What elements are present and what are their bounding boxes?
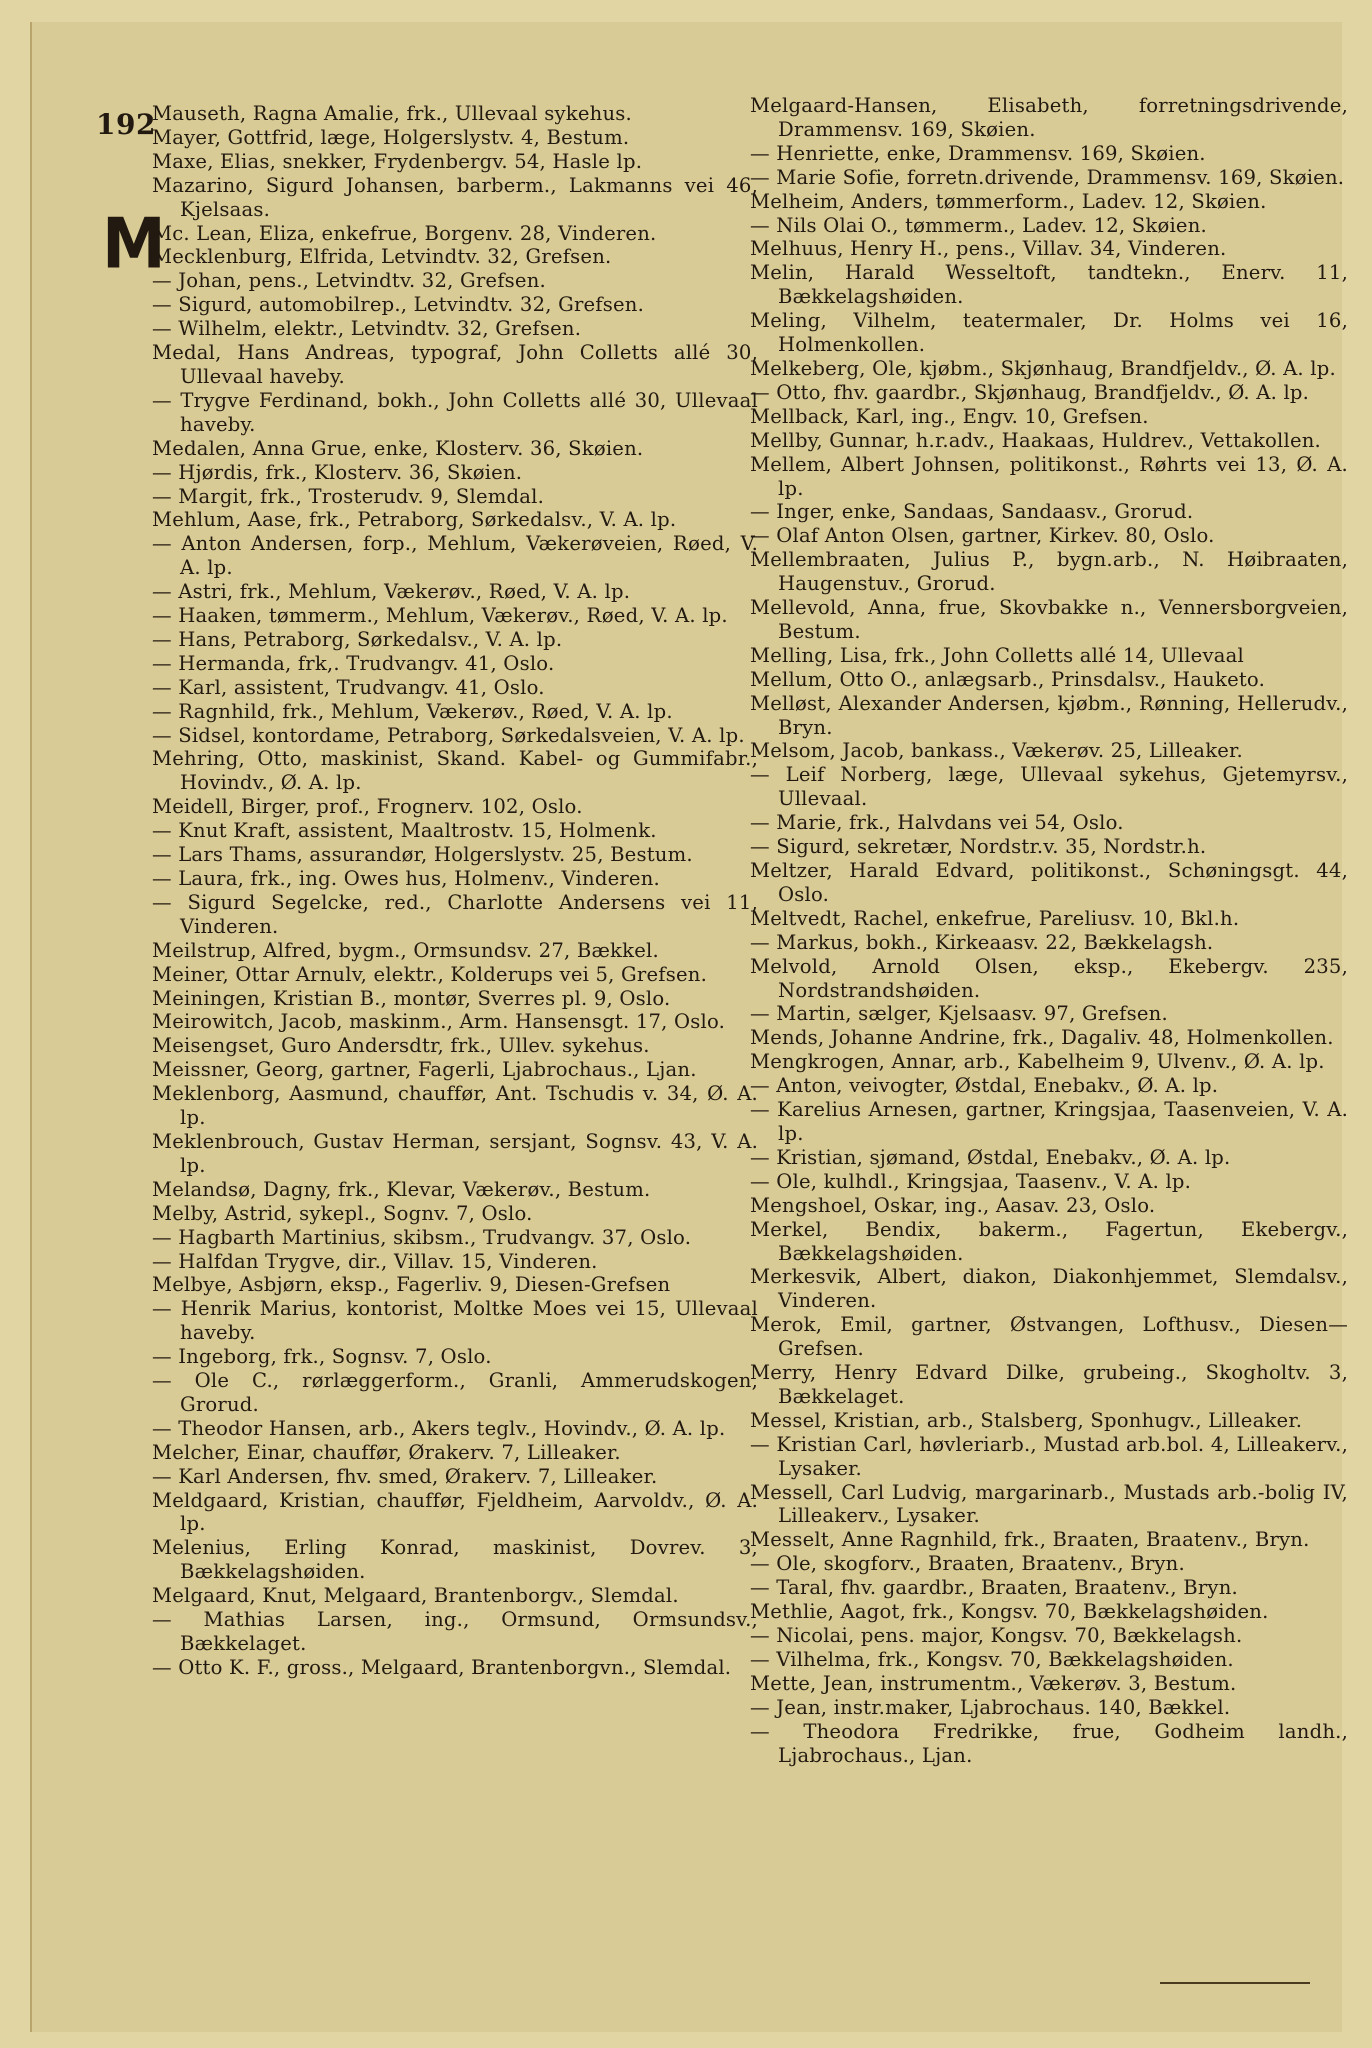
directory-entry: Melenius, Erling Konrad, maskinist, Dovrev. 3, Bækkelagshøiden.	[152, 1536, 758, 1584]
directory-entry: — Haaken, tømmerm., Mehlum, Vækerøv., Røed, V. A. lp.	[152, 604, 728, 628]
directory-entry: Merkel, Bendix, bakerm., Fagertun, Ekebergv., Bækkelagshøiden.	[750, 1217, 1348, 1265]
directory-entry: — Marie Sofie, forretn.drivende, Drammensv. 169, Skøien.	[750, 165, 1345, 189]
directory-entry: Meiningen, Kristian B., montør, Sverres pl. 9, Oslo.	[152, 986, 671, 1010]
directory-entry: Merry, Henry Edvard Dilke, grubeing., Skogholtv. 3, Bækkelaget.	[750, 1361, 1348, 1408]
directory-entry: Medal, Hans Andreas, typograf, John Colletts allé 30, Ullevaal haveby.	[152, 341, 758, 388]
directory-entry: Melkeberg, Ole, kjøbm., Skjønhaug, Brandfjeldv., Ø. A. lp.	[750, 356, 1336, 380]
directory-entry: Mehring, Otto, maskinist, Skand. Kabel- og Gummifabr., Hovindv., Ø. A. lp.	[152, 747, 758, 795]
directory-entry: — Margit, frk., Trosterudv. 9, Slemdal.	[152, 484, 545, 508]
directory-entry: Merok, Emil, gartner, Østvangen, Lofthusv., Diesen—Grefsen.	[750, 1313, 1348, 1361]
directory-entry: Meltzer, Harald Edvard, politikonst., Schøningsgt. 44, Oslo.	[750, 859, 1348, 906]
directory-entry: Meirowitch, Jacob, maskinm., Arm. Hansensgt. 17, Oslo.	[152, 1010, 726, 1034]
directory-entry: — Otto K. F., gross., Melgaard, Brantenborgvn., Slemdal.	[152, 1655, 732, 1679]
directory-entry: Mengkrogen, Annar, arb., Kabelheim 9, Ulvenv., Ø. A. lp.	[750, 1050, 1325, 1074]
directory-entry: — Otto, fhv. gaardbr., Skjønhaug, Brandfjeldv., Ø. A. lp.	[750, 380, 1310, 404]
directory-entry: Meilstrup, Alfred, bygm., Ormsundsv. 27, Bækkel.	[152, 938, 659, 962]
directory-entry: — Kristian Carl, høvleriarb., Mustad arb.bol. 4, Lilleakerv., Lysaker.	[750, 1432, 1348, 1480]
directory-entry: — Hans, Petraborg, Sørkedalsv., V. A. lp.	[152, 627, 563, 651]
directory-entry: — Anton Andersen, forp., Mehlum, Vækerøveien, Røed, V. A. lp.	[152, 532, 758, 580]
directory-entry: Melandsø, Dagny, frk., Klevar, Vækerøv., Bestum.	[152, 1177, 651, 1201]
directory-entry: Messel, Kristian, arb., Stalsberg, Sponhugv., Lilleaker.	[750, 1408, 1303, 1432]
directory-entry: Mends, Johanne Andrine, frk., Dagaliv. 48, Holmenkollen.	[750, 1026, 1334, 1050]
directory-entry: — Lars Thams, assurandør, Holgerslystv. 25, Bestum.	[152, 843, 693, 867]
directory-entry: — Laura, frk., ing. Owes hus, Holmenv., Vinderen.	[152, 867, 660, 890]
directory-entry: — Ingeborg, frk., Sognsv. 7, Oslo.	[152, 1345, 492, 1369]
directory-entry: — Theodor Hansen, arb., Akers teglv., Hovindv., Ø. A. lp.	[152, 1416, 726, 1440]
directory-entry: Melling, Lisa, frk., John Colletts allé 14, Ullevaal	[750, 643, 1244, 667]
directory-entry: Mazarino, Sigurd Johansen, barberm., Lakmanns vei 46, Kjelsaas.	[152, 173, 758, 221]
directory-entry: Mellevold, Anna, frue, Skovbakke n., Vennersborgveien, Bestum.	[750, 596, 1348, 643]
directory-entry: Mehlum, Aase, frk., Petraborg, Sørkedalsv., V. A. lp.	[152, 508, 677, 532]
directory-entry: Melvold, Arnold Olsen, eksp., Ekebergv. 235, Nordstrandshøiden.	[750, 954, 1348, 1002]
directory-entry: Methlie, Aagot, frk., Kongsv. 70, Bækkelagshøiden.	[750, 1600, 1269, 1624]
directory-entry: — Leif Norberg, læge, Ullevaal sykehus, Gjetemyrsv., Ullevaal.	[750, 763, 1348, 811]
directory-entry: Melbye, Asbjørn, eksp., Fagerliv. 9, Diesen-Grefsen	[152, 1273, 671, 1297]
directory-entry: Messell, Carl Ludvig, margarinarb., Mustads arb.-bolig IV, Lilleakerv., Lysaker.	[750, 1480, 1348, 1528]
directory-entry: Meling, Vilhelm, teatermaler, Dr. Holms vei 16, Holmenkollen.	[750, 309, 1348, 357]
directory-entry: Messelt, Anne Ragnhild, frk., Braaten, Braatenv., Bryn.	[750, 1528, 1310, 1552]
directory-entry: — Jean, instr.maker, Ljabrochaus. 140, Bækkel.	[750, 1695, 1231, 1719]
directory-page	[30, 22, 1348, 2032]
directory-entry: — Sigurd, automobilrep., Letvindtv. 32, Grefsen.	[152, 293, 645, 317]
directory-entry: Melgaard-Hansen, Elisabeth, forretningsdrivende, Drammensv. 169, Skøien.	[750, 94, 1348, 141]
directory-entry: — Ole C., rørlæggerform., Granli, Ammerudskogen, Grorud.	[152, 1369, 758, 1416]
directory-entry: — Halfdan Trygve, dir., Villav. 15, Vinderen.	[152, 1249, 598, 1273]
directory-entry: — Sigurd Segelcke, red., Charlotte Andersens vei 11, Vinderen.	[152, 890, 758, 938]
directory-entry: — Nils Olai O., tømmerm., Ladev. 12, Skøien.	[750, 213, 1207, 237]
directory-entry: Melby, Astrid, sykepl., Sognv. 7, Oslo.	[152, 1201, 533, 1225]
directory-entry: — Henriette, enke, Drammensv. 169, Skøien.	[750, 141, 1206, 165]
directory-entry: — Ole, kulhdl., Kringsjaa, Taasenv., V. A. lp.	[750, 1169, 1192, 1193]
directory-entry: — Mathias Larsen, ing., Ormsund, Ormsundsv., Bækkelaget.	[152, 1608, 758, 1655]
directory-entry: Melcher, Einar, chauffør, Ørakerv. 7, Lilleaker.	[152, 1440, 621, 1464]
directory-entry: Merkesvik, Albert, diakon, Diakonhjemmet, Slemdalsv., Vinderen.	[750, 1265, 1348, 1313]
directory-entry: — Karelius Arnesen, gartner, Kringsjaa, Taasenveien, V. A. lp.	[750, 1098, 1348, 1145]
directory-entry: Melsom, Jacob, bankass., Vækerøv. 25, Lilleaker.	[750, 739, 1243, 763]
directory-entry: Meldgaard, Kristian, chauffør, Fjeldheim, Aarvoldv., Ø. A. lp.	[152, 1488, 758, 1536]
directory-entry: — Astri, frk., Mehlum, Vækerøv., Røed, V. A. lp.	[152, 580, 631, 604]
directory-entry: Mette, Jean, instrumentm., Vækerøv. 3, Bestum.	[750, 1671, 1237, 1695]
directory-entry: Melheim, Anders, tømmerform., Ladev. 12, Skøien.	[750, 189, 1267, 213]
directory-entry: Meidell, Birger, prof., Frognerv. 102, Oslo.	[152, 795, 583, 819]
directory-entry: Mengshoel, Oskar, ing., Aasav. 23, Oslo.	[750, 1193, 1156, 1217]
directory-entry: Mauseth, Ragna Amalie, frk., Ullevaal sykehus.	[152, 102, 632, 125]
directory-entry: Meklenborg, Aasmund, chauffør, Ant. Tschudis v. 34, Ø. A. lp.	[152, 1082, 758, 1130]
directory-entry: — Wilhelm, elektr., Letvindtv. 32, Grefsen.	[152, 317, 582, 341]
directory-entry: Meltvedt, Rachel, enkefrue, Pareliusv. 10, Bkl.h.	[750, 906, 1240, 930]
directory-entry: — Olaf Anton Olsen, gartner, Kirkev. 80, Oslo.	[750, 524, 1215, 548]
section-letter: M	[102, 205, 164, 285]
directory-entry: — Inger, enke, Sandaas, Sandaasv., Grorud.	[750, 500, 1194, 524]
directory-entry: Mellback, Karl, ing., Engv. 10, Grefsen.	[750, 404, 1149, 428]
directory-entry: — Kristian, sjømand, Østdal, Enebakv., Ø. A. lp.	[750, 1145, 1231, 1169]
directory-entry: Meklenbrouch, Gustav Herman, sersjant, Sognsv. 43, V. A. lp.	[152, 1129, 758, 1177]
directory-entry: Melgaard, Knut, Melgaard, Brantenborgv., Slemdal.	[152, 1584, 679, 1608]
directory-entry: — Anton, veivogter, Østdal, Enebakv., Ø. A. lp.	[750, 1074, 1219, 1098]
directory-entry: — Marie, frk., Halvdans vei 54, Oslo.	[750, 811, 1124, 835]
directory-entry: — Nicolai, pens. major, Kongsv. 70, Bækkelagsh.	[750, 1624, 1243, 1647]
directory-entry: — Karl, assistent, Trudvangv. 41, Oslo.	[152, 675, 545, 699]
directory-entry: — Hagbarth Martinius, skibsm., Trudvangv. 37, Oslo.	[152, 1225, 692, 1249]
page-number: 192	[96, 108, 156, 141]
directory-entry: — Ole, skogforv., Braaten, Braatenv., Bryn.	[750, 1552, 1185, 1576]
directory-entry: — Markus, bokh., Kirkeaasv. 22, Bækkelagsh.	[750, 930, 1214, 954]
directory-entry: Meiner, Ottar Arnulv, elektr., Kolderups vei 5, Grefsen.	[152, 962, 707, 986]
directory-entry: — Sidsel, kontordame, Petraborg, Sørkedalsveien, V. A. lp.	[152, 723, 745, 747]
directory-entry: Mellby, Gunnar, h.r.adv., Haakaas, Huldrev., Vettakollen.	[750, 428, 1321, 452]
directory-entry: Mellum, Otto O., anlægsarb., Prinsdalsv., Hauketo.	[750, 667, 1266, 691]
directory-entry: Melin, Harald Wesseltoft, tandtekn., Enerv. 11, Bækkelagshøiden.	[750, 261, 1348, 309]
directory-entry: Melhuus, Henry H., pens., Villav. 34, Vinderen.	[750, 237, 1227, 261]
directory-entry: Mecklenburg, Elfrida, Letvindtv. 32, Grefsen.	[152, 245, 612, 269]
directory-entry: Meissner, Georg, gartner, Fagerli, Ljabrochaus., Ljan.	[152, 1058, 697, 1082]
directory-entry: — Martin, sælger, Kjelsaasv. 97, Grefsen.	[750, 1002, 1168, 1026]
right-column	[750, 94, 1348, 1767]
left-column	[152, 102, 758, 1680]
directory-entry: Mellembraaten, Julius P., bygn.arb., N. Høibraaten, Haugenstuv., Grorud.	[750, 548, 1348, 596]
directory-entry: — Vilhelma, frk., Kongsv. 70, Bækkelagshøiden.	[750, 1647, 1234, 1671]
directory-entry: — Knut Kraft, assistent, Maaltrostv. 15, Holmenk.	[152, 819, 657, 843]
directory-entry: Meisengset, Guro Andersdtr, frk., Ullev. sykehus.	[152, 1034, 650, 1058]
directory-entry: — Theodora Fredrikke, frue, Godheim landh., Ljabrochaus., Ljan.	[750, 1719, 1348, 1767]
directory-entry: — Ragnhild, frk., Mehlum, Vækerøv., Røed, V. A. lp.	[152, 699, 673, 723]
directory-entry: Mellem, Albert Johnsen, politikonst., Røhrts vei 13, Ø. A. lp.	[750, 452, 1348, 500]
directory-entry: Mayer, Gottfrid, læge, Holgerslystv. 4, Bestum.	[152, 125, 630, 149]
directory-entry: — Trygve Ferdinand, bokh., John Colletts allé 30, Ullevaal haveby.	[152, 388, 758, 436]
directory-entry: — Johan, pens., Letvindtv. 32, Grefsen.	[152, 269, 546, 293]
directory-entry: — Hjørdis, frk., Klosterv. 36, Skøien.	[152, 460, 523, 484]
directory-entry: — Taral, fhv. gaardbr., Braaten, Braatenv., Bryn.	[750, 1576, 1238, 1600]
directory-entry: Maxe, Elias, snekker, Frydenbergv. 54, Hasle lp.	[152, 149, 643, 173]
directory-entry: — Hermanda, frk,. Trudvangv. 41, Oslo.	[152, 651, 555, 675]
directory-entry: — Karl Andersen, fhv. smed, Ørakerv. 7, Lilleaker.	[152, 1464, 658, 1488]
directory-entry: Mc. Lean, Eliza, enkefrue, Borgenv. 28, Vinderen.	[152, 221, 657, 245]
directory-entry: — Sigurd, sekretær, Nordstr.v. 35, Nordstr.h.	[750, 835, 1207, 859]
directory-entry: — Henrik Marius, kontorist, Moltke Moes vei 15, Ullevaal haveby.	[152, 1297, 758, 1345]
directory-entry: Melløst, Alexander Andersen, kjøbm., Rønning, Hellerudv., Bryn.	[750, 691, 1348, 739]
end-rule	[1160, 1982, 1310, 1984]
directory-entry: Medalen, Anna Grue, enke, Klosterv. 36, Skøien.	[152, 436, 644, 460]
